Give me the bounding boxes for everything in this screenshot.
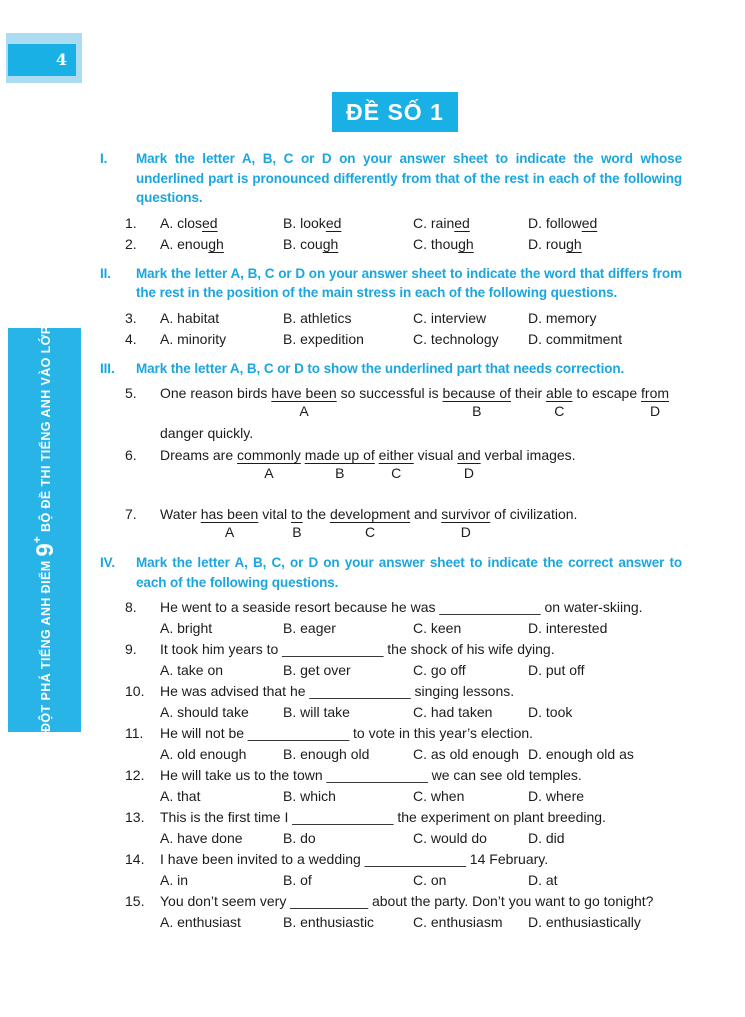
question-body <box>160 849 692 890</box>
underlined-word <box>378 447 414 481</box>
question-stem: It took him years to _____________ the shock of his wife dying. <box>160 641 555 657</box>
option: C. as old enough <box>413 745 519 762</box>
question <box>100 597 692 638</box>
correction-letter: B <box>292 524 302 540</box>
underlined-part: ed <box>325 214 342 231</box>
underlined-part: gh <box>566 236 582 252</box>
option: A. take on <box>160 661 224 678</box>
option: C. enthusiasm <box>413 913 503 930</box>
underlined-text: able <box>546 385 573 401</box>
sidebar-big-number: 9 <box>31 543 59 557</box>
sidebar-text-part: BỘ ĐỀ THI TIẾNG ANH VÀO LỚP <box>38 321 53 536</box>
option: C. rained <box>413 214 470 231</box>
option: B. expedition <box>283 331 364 347</box>
section-heading-row <box>100 264 692 303</box>
option: B. eager <box>283 619 336 636</box>
underlined-word <box>641 385 670 419</box>
question <box>100 681 692 722</box>
section-heading: Mark the letter A, B, C or D to show the underlined part that needs correction. <box>136 360 625 376</box>
option: C. keen <box>413 619 462 636</box>
option: B. enough old <box>283 745 370 762</box>
page-number-badge <box>6 33 82 83</box>
option: D. memory <box>528 309 597 326</box>
underlined-text: from <box>641 385 670 401</box>
sidebar-banner <box>8 295 81 732</box>
question <box>100 383 692 444</box>
question <box>100 639 692 680</box>
option: B. get over <box>283 661 351 678</box>
underlined-text: made up of <box>304 447 375 463</box>
sidebar-big-number: 10 <box>31 295 59 322</box>
option: B. enthusiastic <box>283 913 375 930</box>
option: A. enough <box>160 236 224 252</box>
option: D. enough old as <box>528 745 634 762</box>
correction-letter: A <box>299 403 309 419</box>
question-number: 13. <box>125 809 145 825</box>
section <box>100 149 692 255</box>
question <box>100 891 692 932</box>
option: B. of <box>283 871 312 888</box>
question-body <box>160 639 692 680</box>
question <box>100 213 692 234</box>
option: C. though <box>413 236 474 252</box>
option: C. interview <box>413 309 487 326</box>
question-body <box>160 308 692 329</box>
question-number: 9. <box>125 641 137 657</box>
question-body <box>160 329 692 350</box>
section-numeral: IV. <box>100 555 115 570</box>
section <box>100 359 692 545</box>
option: A. enthusiast <box>160 913 241 930</box>
question-body <box>160 213 692 234</box>
section-numeral: II. <box>100 265 111 281</box>
correction-letter: D <box>649 403 661 419</box>
option: D. put off <box>528 661 585 678</box>
question-stem: He was advised that he _____________ singing lessons. <box>160 683 515 699</box>
page-number: 4 <box>8 44 76 76</box>
option: B. athletics <box>283 309 352 326</box>
options-row <box>160 618 692 639</box>
option: D. took <box>528 703 573 720</box>
options-row <box>160 234 692 255</box>
question-number: 2. <box>125 236 137 252</box>
underlined-part: ed <box>454 214 470 231</box>
section-heading: Mark the letter A, B, C, or D on your answer sheet to indicate the correct answer to each of the following questions. <box>136 555 682 590</box>
correction-letter: D <box>460 524 471 540</box>
underlined-text: has been <box>200 506 259 522</box>
question-body <box>160 383 692 444</box>
underlined-text: and <box>457 447 481 463</box>
correction-letter: A <box>224 524 235 540</box>
option: A. should take <box>160 703 249 720</box>
underlined-text: to <box>291 506 303 522</box>
option: D. rough <box>528 236 582 252</box>
underlined-word <box>546 385 573 419</box>
question-number: 3. <box>125 309 137 326</box>
question-stem: He will not be _____________ to vote in this year’s election. <box>160 725 534 741</box>
underlined-part: ed <box>581 214 598 231</box>
option: A. in <box>160 871 189 888</box>
options-row <box>160 660 692 681</box>
option: D. where <box>528 787 585 804</box>
correction-letter: A <box>264 465 274 481</box>
correction-line: Water has been A vital to B the development C and survivor D of civilization. <box>160 504 692 544</box>
question-number: 11. <box>125 725 144 741</box>
section <box>100 264 692 350</box>
question <box>100 329 692 350</box>
option: D. did <box>528 829 565 846</box>
question-number: 5. <box>125 385 137 401</box>
question-number: 12. <box>125 767 145 783</box>
underlined-word <box>442 385 512 419</box>
question-number: 14. <box>125 851 145 867</box>
question <box>100 234 692 255</box>
option: C. when <box>413 787 465 804</box>
underlined-text: commonly <box>237 447 301 463</box>
underlined-text: development <box>329 506 411 522</box>
option: D. at <box>528 871 558 888</box>
option: A. that <box>160 787 201 804</box>
option: C. on <box>413 871 447 888</box>
option: B. cough <box>283 236 339 252</box>
options-row <box>160 213 692 234</box>
question-body <box>160 504 692 544</box>
options-row <box>160 828 692 849</box>
question-number: 10. <box>125 683 145 699</box>
correction-line: Dreams are commonly A made up of B either C visual and D verbal images. <box>160 445 692 485</box>
option: A. have done <box>160 829 243 846</box>
option: A. closed <box>160 214 218 231</box>
underlined-word <box>237 447 301 481</box>
option: C. go off <box>413 661 466 678</box>
section-heading-row <box>100 553 692 592</box>
question-number: 4. <box>125 331 137 347</box>
underlined-word <box>304 447 375 481</box>
question-body <box>160 597 692 638</box>
option: C. had taken <box>413 703 493 720</box>
option: C. would do <box>413 829 487 846</box>
question <box>100 308 692 329</box>
question-body <box>160 765 692 806</box>
question-stem: He went to a seaside resort because he was _____________ on water-skiing. <box>160 599 643 615</box>
question-number: 8. <box>125 599 137 615</box>
question <box>100 723 692 764</box>
section-heading: Mark the letter A, B, C or D on your answer sheet to indicate the word whose underlined part is pronounced differently from that of the rest in each of the following questions. <box>136 151 682 205</box>
question-body <box>160 234 692 255</box>
correction-letter: C <box>554 403 565 419</box>
option: B. which <box>283 787 336 804</box>
question <box>100 504 692 544</box>
options-row <box>160 329 692 350</box>
sidebar-text-part: + <box>29 535 44 544</box>
question-body <box>160 891 692 932</box>
underlined-text: have been <box>271 385 337 401</box>
question-stem: He will take us to the town _____________ we can see old temples. <box>160 767 582 783</box>
question-body <box>160 681 692 722</box>
underlined-part: gh <box>458 236 474 252</box>
underlined-word <box>441 506 491 540</box>
correction-letter: B <box>335 465 345 481</box>
section <box>100 553 692 932</box>
underlined-word <box>291 506 303 540</box>
options-row <box>160 912 692 933</box>
options-row <box>160 870 692 891</box>
options-row <box>160 744 692 765</box>
question <box>100 849 692 890</box>
section-heading-row <box>100 149 692 208</box>
sidebar-banner-text <box>29 295 60 732</box>
underlined-part: gh <box>208 236 224 252</box>
sections <box>100 149 692 933</box>
section-numeral: III. <box>100 360 115 376</box>
question-stem: This is the first time I _____________ the experiment on plant breeding. <box>160 809 606 825</box>
underlined-part: ed <box>202 214 218 231</box>
correction-letter: C <box>391 465 402 481</box>
underlined-text: because of <box>442 385 512 401</box>
question <box>100 765 692 806</box>
options-row <box>160 702 692 723</box>
correction-line: One reason birds have been A so successful is because of B their able C to escape from D <box>160 383 692 423</box>
correction-letter: C <box>364 524 376 540</box>
underlined-word <box>271 385 337 419</box>
option: A. minority <box>160 331 227 347</box>
correction-letter: D <box>463 465 475 481</box>
underlined-text: either <box>378 447 414 463</box>
question-body <box>160 445 692 485</box>
option: B. looked <box>283 214 342 231</box>
question-body <box>160 807 692 848</box>
question-number: 7. <box>125 506 137 522</box>
sidebar-text-part: ĐỘT PHÁ TIẾNG ANH ĐIỂM <box>38 556 53 732</box>
question-number: 15. <box>125 893 145 909</box>
question <box>100 807 692 848</box>
question <box>100 445 692 485</box>
option: D. enthusiastically <box>528 913 641 930</box>
section-heading: Mark the letter A, B, C or D on your answer sheet to indicate the word that differs from the rest in the position of the main stress in each of the following questions. <box>136 265 682 300</box>
underlined-word <box>200 506 259 540</box>
underlined-word <box>329 506 411 540</box>
option: A. bright <box>160 619 213 636</box>
exam-title-badge: ĐỀ SỐ 1 <box>332 92 458 132</box>
section-heading-row <box>100 359 692 379</box>
option: B. will take <box>283 703 350 720</box>
underlined-part: gh <box>322 236 339 252</box>
question-stem: I have been invited to a wedding _____________ 14 February. <box>160 851 549 867</box>
option: D. interested <box>528 619 608 636</box>
correction-line: danger quickly. <box>160 425 254 441</box>
option: B. do <box>283 829 316 846</box>
option: A. old enough <box>160 745 247 762</box>
underlined-word <box>457 447 481 481</box>
option: C. technology <box>413 331 499 347</box>
options-row <box>160 786 692 807</box>
option: A. habitat <box>160 309 220 326</box>
option: D. commitment <box>528 331 623 347</box>
question-number: 1. <box>125 214 137 231</box>
underlined-text: survivor <box>441 506 491 522</box>
correction-letter: B <box>472 403 482 419</box>
question-body <box>160 723 692 764</box>
question-stem: You don’t seem very __________ about the party. Don’t you want to go tonight? <box>160 893 654 909</box>
section-numeral: I. <box>100 151 108 166</box>
question-number: 6. <box>125 447 137 463</box>
options-row <box>160 308 692 329</box>
option: D. followed <box>528 214 598 231</box>
